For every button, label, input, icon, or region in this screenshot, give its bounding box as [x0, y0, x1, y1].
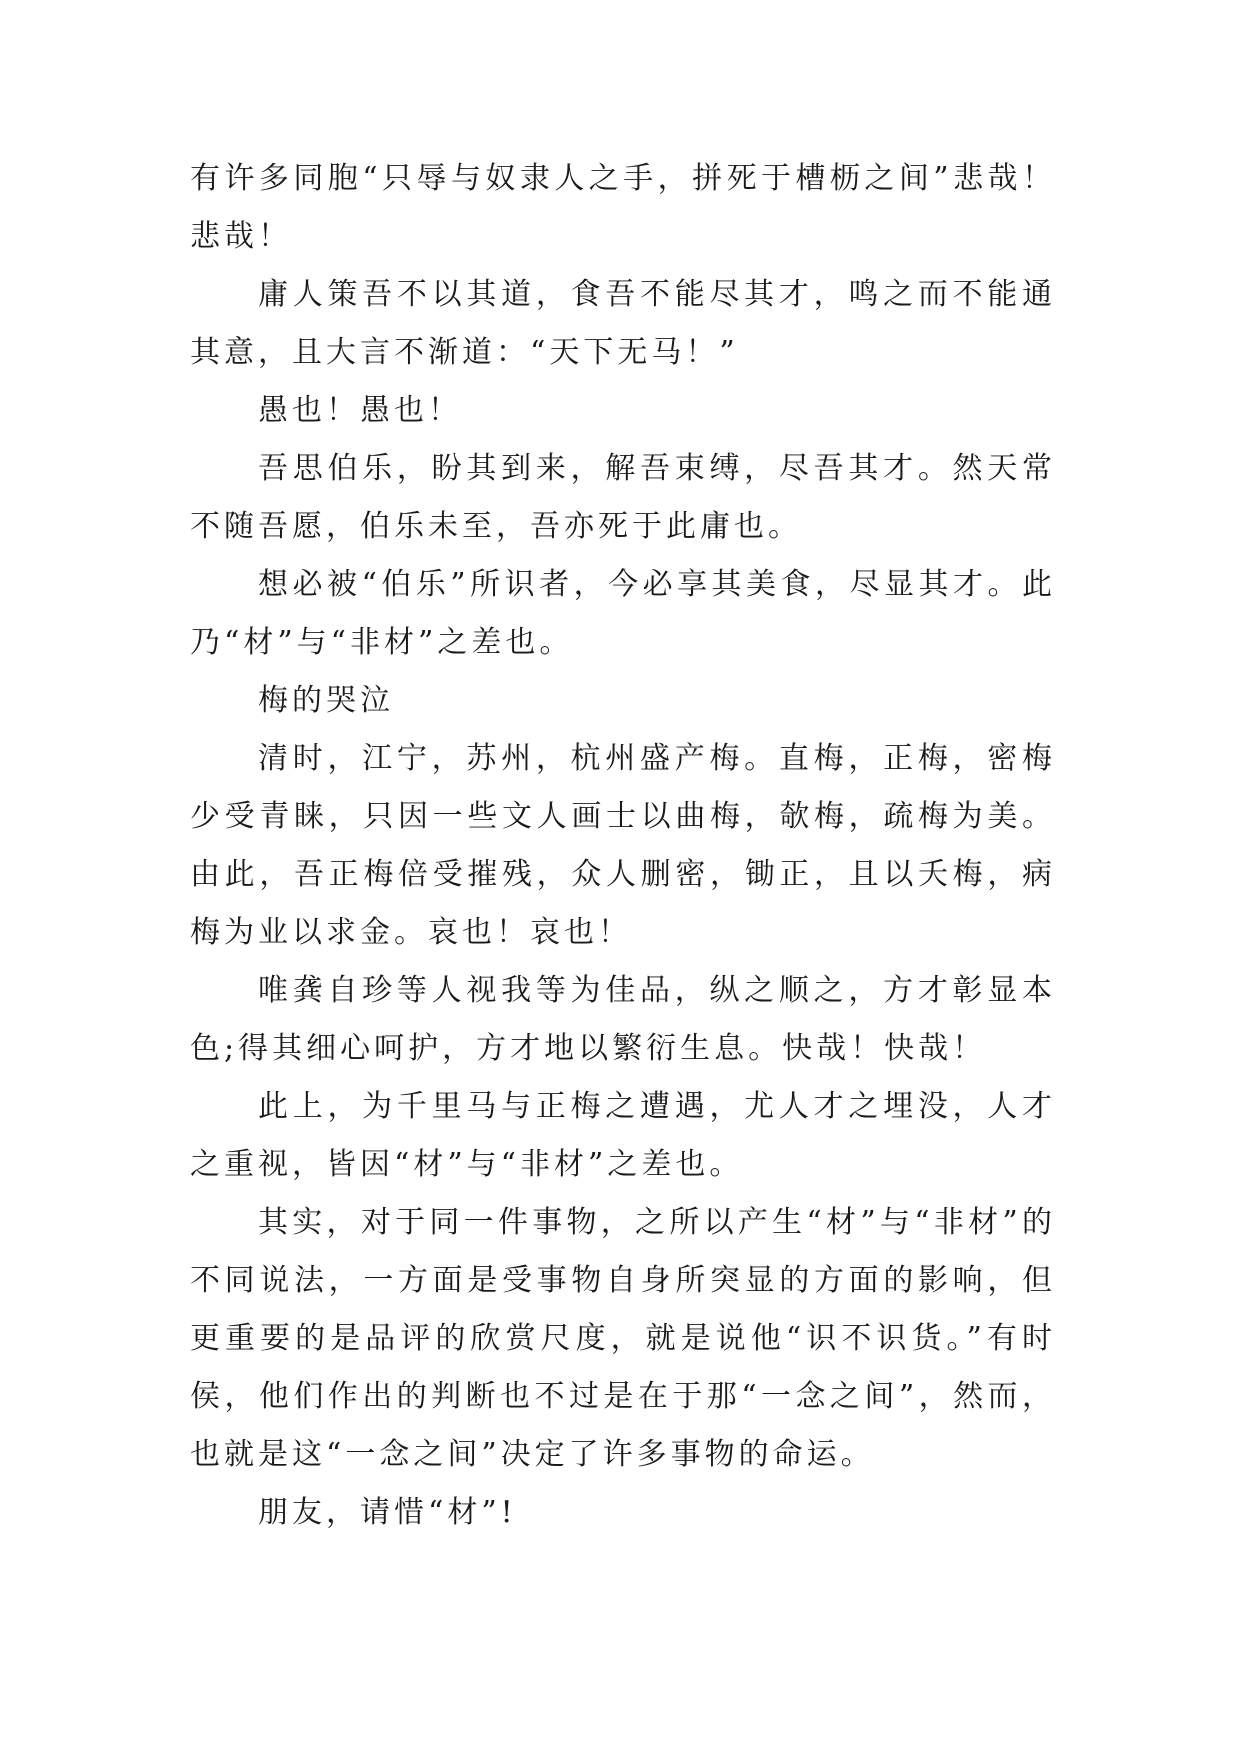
section-heading-plum: 梅的哭泣 [258, 683, 394, 718]
paragraph-closing: 朋友，请惜“材”! [258, 1495, 517, 1530]
paragraph-bole-wish: 吾思伯乐，盼其到来，解吾束缚，尽吾其才。然天常不随吾愿，伯乐未至，吾亦死于此庸也。 [190, 451, 1056, 544]
document-page [190, 150, 1056, 1542]
paragraph-continuation: 有许多同胞“只辱与奴隶人之手，拼死于槽枥之间”悲哉！悲哉！ [190, 161, 1056, 254]
paragraph-gong-zizhen: 唯龚自珍等人视我等为佳品，纵之顺之，方才彰显本色;得其细心呵护，方才地以繁衍生息。快哉！快哉！ [190, 973, 1056, 1066]
paragraph-recognized: 想必被“伯乐”所识者，今必享其美食，尽显其才。此乃“材”与“非材”之差也。 [190, 567, 1056, 660]
paragraph-foolish: 愚也！愚也！ [258, 393, 462, 428]
paragraph-reflection: 其实，对于同一件事物，之所以产生“材”与“非材”的不同说法，一方面是受事物自身所突显的方面的影响，但更重要的是品评的欣赏尺度，就是说他“识不识货。”有时侯，他们作出的判断也不过是在于那“一念之间”，然而，也就是这“一念之间”决定了许多事物的命运。 [190, 1205, 1056, 1472]
paragraph-horse-complaint: 庸人策吾不以其道，食吾不能尽其才，鸣之而不能通其意，且大言不渐道：“天下无马！” [190, 277, 1056, 370]
paragraph-summary: 此上，为千里马与正梅之遭遇，尤人才之埋没，人才之重视，皆因“材”与“非材”之差也。 [190, 1089, 1056, 1182]
paragraph-plum-history: 清时，江宁，苏州，杭州盛产梅。直梅，正梅，密梅少受青睐，只因一些文人画士以曲梅，欹梅，疏梅为美。由此，吾正梅倍受摧残，众人删密，锄正，且以夭梅，病梅为业以求金。哀也！哀也！ [190, 741, 1056, 950]
